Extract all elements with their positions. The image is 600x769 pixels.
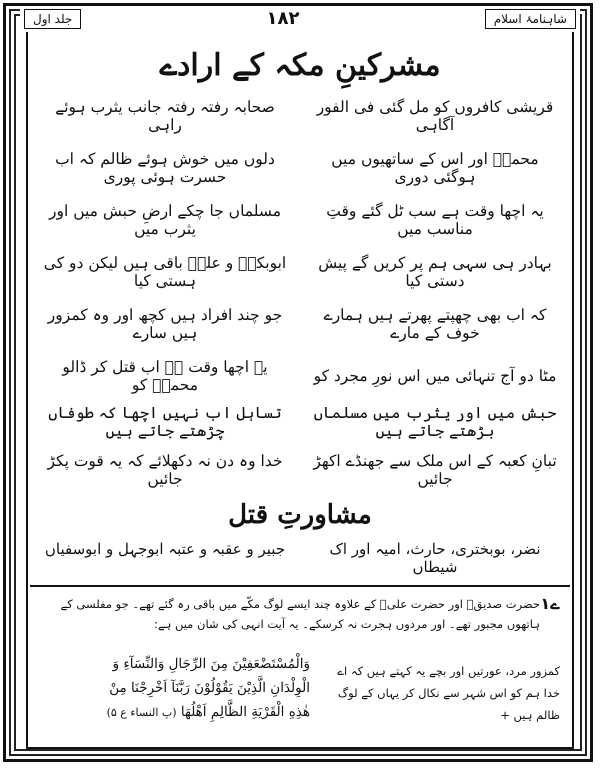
verse-left: بہادر ہی سہی ہم پر کریں گے پیش دستی کیا xyxy=(318,254,552,290)
book-title: شاہنامۂ اسلام xyxy=(485,9,576,29)
verse-line xyxy=(40,194,560,246)
footnote-divider xyxy=(30,585,570,587)
quran-line xyxy=(40,700,310,725)
page-number: ۱۸۲ xyxy=(257,10,310,28)
verse-left: حبش میں اور یثرب میں مسلماں بڑھتے جاتے ہیں xyxy=(313,404,557,440)
section-subtitle: مشاورتِ قتل xyxy=(228,500,372,530)
page-header xyxy=(20,6,580,32)
verse-left: تبانِ کعبہ کے اس ملک سے جھنڈے اکھڑ جائیں xyxy=(313,452,557,488)
verse-right: جو چند افراد ہیں کچھ اور وہ کمزور ہیں سارے xyxy=(47,306,283,342)
verse-line xyxy=(40,142,560,194)
verse-line xyxy=(40,90,560,142)
section-title: مشرکینِ مکہ کے ارادے xyxy=(159,48,441,83)
quran-line-text: هٰذِهِ الْقَرْيَةِ الظَّالِمِ اَهْلُهَا xyxy=(180,704,310,720)
quran-reference: (پ النساء ع ۵) xyxy=(106,706,177,719)
verse-line xyxy=(40,246,560,298)
footnote-text: حضرت صدیقؓ اور حضرت علیؓ کے علاوہ چند ایسے لوگ مکّے میں باقی رہ گئے تھے۔ جو مفلسی کے ہاتھوں مجبور تھے۔ اور مردوں ہجرت نہ کرسکے۔ یہ آیت انہی کی شان میں ہے: xyxy=(60,597,540,631)
verse-left: قریشی کافروں کو مل گئی فی الفور آگاہی xyxy=(316,98,554,134)
verse-right: ابوبکرؓ و علیؓ باقی ہیں لیکن دو کی ہستی کیا xyxy=(43,254,287,290)
verse-line xyxy=(40,298,560,350)
names-right: جبیر و عقبہ و عتبہ ابوجہل و ابوسفیاں xyxy=(44,540,286,558)
quran-line: الْوِلْدَانِ الَّذِيْنَ يَقُوْلُوْنَ رَبَّنَآ اَخْرِجْنَا مِنْ xyxy=(109,680,310,696)
verse-left: یہ اچھا وقت ہے سب ٹل گئے وقتِ مناسب میں xyxy=(326,202,544,238)
verse-left: محمدؐ اور اس کے ساتھیوں میں ہوگئی دوری xyxy=(331,150,539,186)
footnote-marker: ۱ے xyxy=(540,594,560,613)
names-line xyxy=(40,540,560,576)
verse-line xyxy=(40,396,560,448)
quran-line: وَالْمُسْتَضْعَفِيْنَ مِنَ الرِّجَالِ وَالنِّسَآءِ وَ xyxy=(112,656,310,672)
footnote-columns xyxy=(40,652,560,726)
quran-verse xyxy=(40,652,310,726)
verse-right: صحابہ رفتہ رفتہ جانب یثرب ہوئے راہی xyxy=(55,98,275,134)
verse-translation: کمزور مرد، عورتیں اور بچے یہ کہتے ہیں کہ اے خدا ہم کو اس شہر سے نکال کر یہاں کے لوگ ظالم ہیں + xyxy=(337,664,560,722)
verse-left: مٹا دو آج تنہائی میں اس نورِ مجرد کو xyxy=(313,367,557,385)
verse-left: کہ اب بھی چھپتے پھرتے ہیں ہمارے خوف کے مارے xyxy=(323,306,547,342)
verse-right: یہ اچھا وقت ہے اب قتل کر ڈالو محمدؐ کو xyxy=(62,358,268,394)
verse-right: تساہل اب نہیں اچھا کہ طوفاں چڑھتے جاتے ہیں xyxy=(48,404,282,440)
names-left: نضر، بوبختری، حارث، امیہ اور اک شیطاں xyxy=(329,540,541,576)
verse-right: مسلماں جا چکے ارضِ حبش میں اور یثرب میں xyxy=(48,202,282,238)
verse-right: دلوں میں خوش ہوئے ظالم کہ اب حسرت ہوئی پوری xyxy=(55,150,275,186)
verse-right: خدا وہ دن نہ دکھلائے کہ یہ قوت پکڑ جائیں xyxy=(47,452,283,488)
verse-line xyxy=(40,350,560,402)
volume-label: جلد اول xyxy=(24,9,81,29)
verse-line xyxy=(40,444,560,496)
